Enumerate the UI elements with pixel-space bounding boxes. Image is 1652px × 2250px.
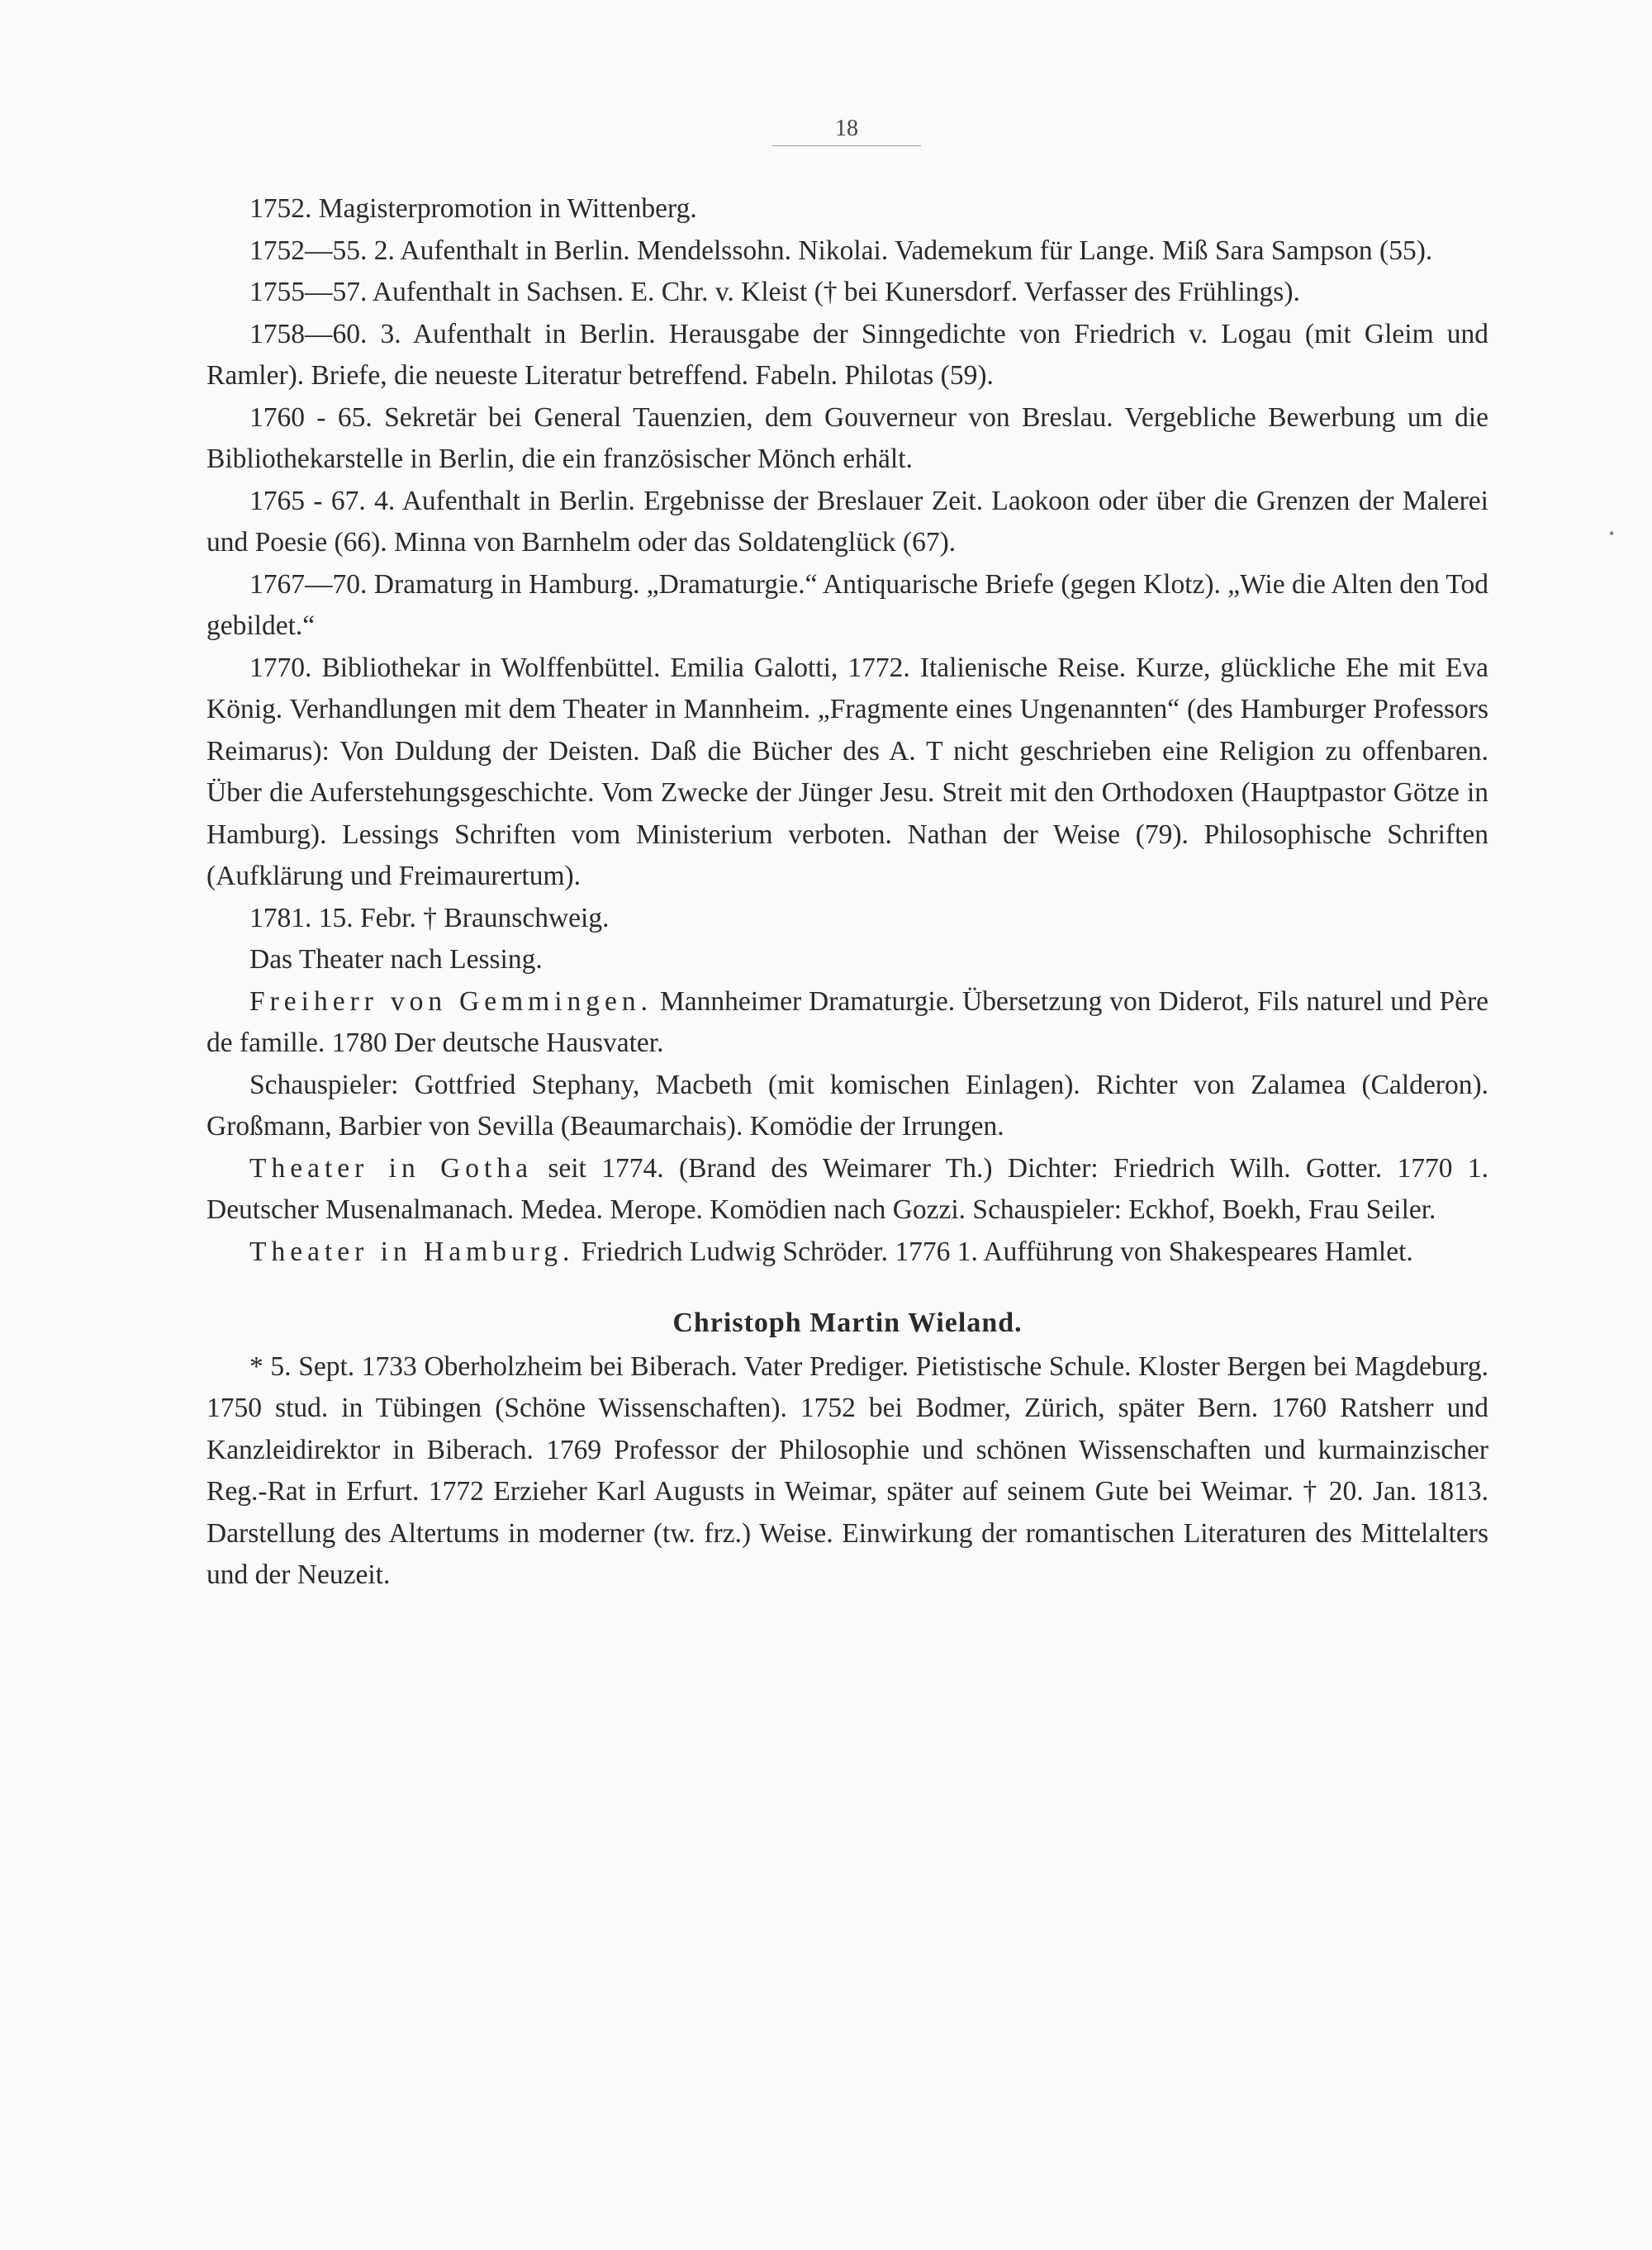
hamburg-text: Friedrich Ludwig Schröder. 1776 1. Aufführung von Shakespeares Hamlet. (574, 1236, 1413, 1267)
entry-1767-70: 1767—70. Dramaturg in Hamburg. „Dramaturgie.“ Antiquarische Briefe (gegen Klotz). „Wie die Alten den Tod gebildet.“ (206, 568, 1488, 641)
gotha-paragraph (206, 1148, 1488, 1232)
lessing-chronology (206, 188, 1488, 1597)
entry-1781: 1781. 15. Febr. † Braunschweig. (249, 902, 610, 933)
hamburg-name: Theater in Hamburg. (249, 1236, 575, 1267)
gemmingen-name: Freiherr von Gemmingen. (249, 985, 653, 1017)
theater-nach-lessing: Das Theater nach Lessing. (249, 944, 543, 975)
entry-1760-65: 1760 - 65. Sekretär bei General Tauenzien, dem Gouverneur von Breslau. Vergebliche Bewerbung um die Bibliothekarstelle in Berlin, die ein französischer Mönch erhält. (206, 401, 1488, 474)
entry-1752: 1752. Magisterpromotion in Wittenberg. (249, 193, 697, 224)
gemmingen-text: Mannheimer Dramaturgie. Übersetzung von Diderot, Fils naturel und Père de famille. 1780 Der deutsche Hausvater. (206, 985, 1488, 1058)
gotha-text: seit 1774. (Brand des Weimarer Th.) Dichter: Friedrich Wilh. Gotter. 1770 1. Deutscher Musenalmanach. Medea. Merope. Komödien nach Gozzi. Schauspieler: Eckhof, Boekh, Frau Seiler. (206, 1152, 1488, 1225)
margin-mark: • (1609, 525, 1615, 542)
entry-1770: 1770. Bibliothekar in Wolffenbüttel. Emilia Galotti, 1772. Italienische Reise. Kurze, glückliche Ehe mit Eva König. Verhandlungen mit dem Theater in Mannheim. „Fragmente eines Ungenannten“ (des Hamburger Professors Reimarus): Von Duldung der Deisten. Daß die Bücher des A. T nicht geschrieben eine Religion zu offenbaren. Über die Auferstehungsgeschichte. Vom Zwecke der Jünger Jesu. Streit mit den Orthodoxen (Hauptpastor Götze in Hamburg). Lessings Schriften vom Ministerium verboten. Nathan der Weise (79). Philosophische Schriften (Aufklärung und Freimaurertum). (206, 652, 1488, 891)
schauspieler-paragraph: Schauspieler: Gottfried Stephany, Macbeth (mit komischen Einlagen). Richter von Zalamea (Calderon). Großmann, Barbier von Sevilla (Beaumarchais). Komödie der Irrungen. (206, 1069, 1488, 1142)
entry-1765-67: 1765 - 67. 4. Aufenthalt in Berlin. Ergebnisse der Breslauer Zeit. Laokoon oder über die Grenzen der Malerei und Poesie (66). Minna von Barnhelm oder das Soldatenglück (67). (206, 485, 1488, 558)
wieland-paragraph: * 5. Sept. 1733 Oberholzheim bei Biberach. Vater Prediger. Pietistische Schule. Kloster Bergen bei Magdeburg. 1750 stud. in Tübingen (Schöne Wissenschaften). 1752 bei Bodmer, Zürich, später Bern. 1760 Ratsherr und Kanzleidirektor in Biberach. 1769 Professor der Philosophie und schönen Wissenschaften und kurmainzischer Reg.-Rat in Erfurt. 1772 Erzieher Karl Augusts in Weimar, später auf seinem Gute bei Weimar. † 20. Jan. 1813. Darstellung des Altertums in moderner (tw. frz.) Weise. Einwirkung der romantischen Literaturen des Mittelalters und der Neuzeit. (206, 1350, 1488, 1590)
wieland-heading: Christoph Martin Wieland. (672, 1308, 1023, 1338)
page-number: 18 (772, 116, 921, 146)
entry-1758-60: 1758—60. 3. Aufenthalt in Berlin. Herausgabe der Sinngedichte von Friedrich v. Logau (mit Gleim und Ramler). Briefe, die neueste Literatur betreffend. Fabeln. Philotas (59). (206, 318, 1488, 391)
entry-1755-57: 1755—57. Aufenthalt in Sachsen. E. Chr. v. Kleist († bei Kunersdorf. Verfasser des Frühlings). (249, 277, 1300, 307)
entry-1752-55: 1752—55. 2. Aufenthalt in Berlin. Mendelssohn. Nikolai. Vademekum für Lange. Miß Sara Sampson (55). (249, 235, 1433, 266)
hamburg-paragraph (206, 1232, 1488, 1274)
gemmingen-paragraph (206, 981, 1488, 1065)
gotha-name: Theater in Gotha (249, 1152, 533, 1184)
